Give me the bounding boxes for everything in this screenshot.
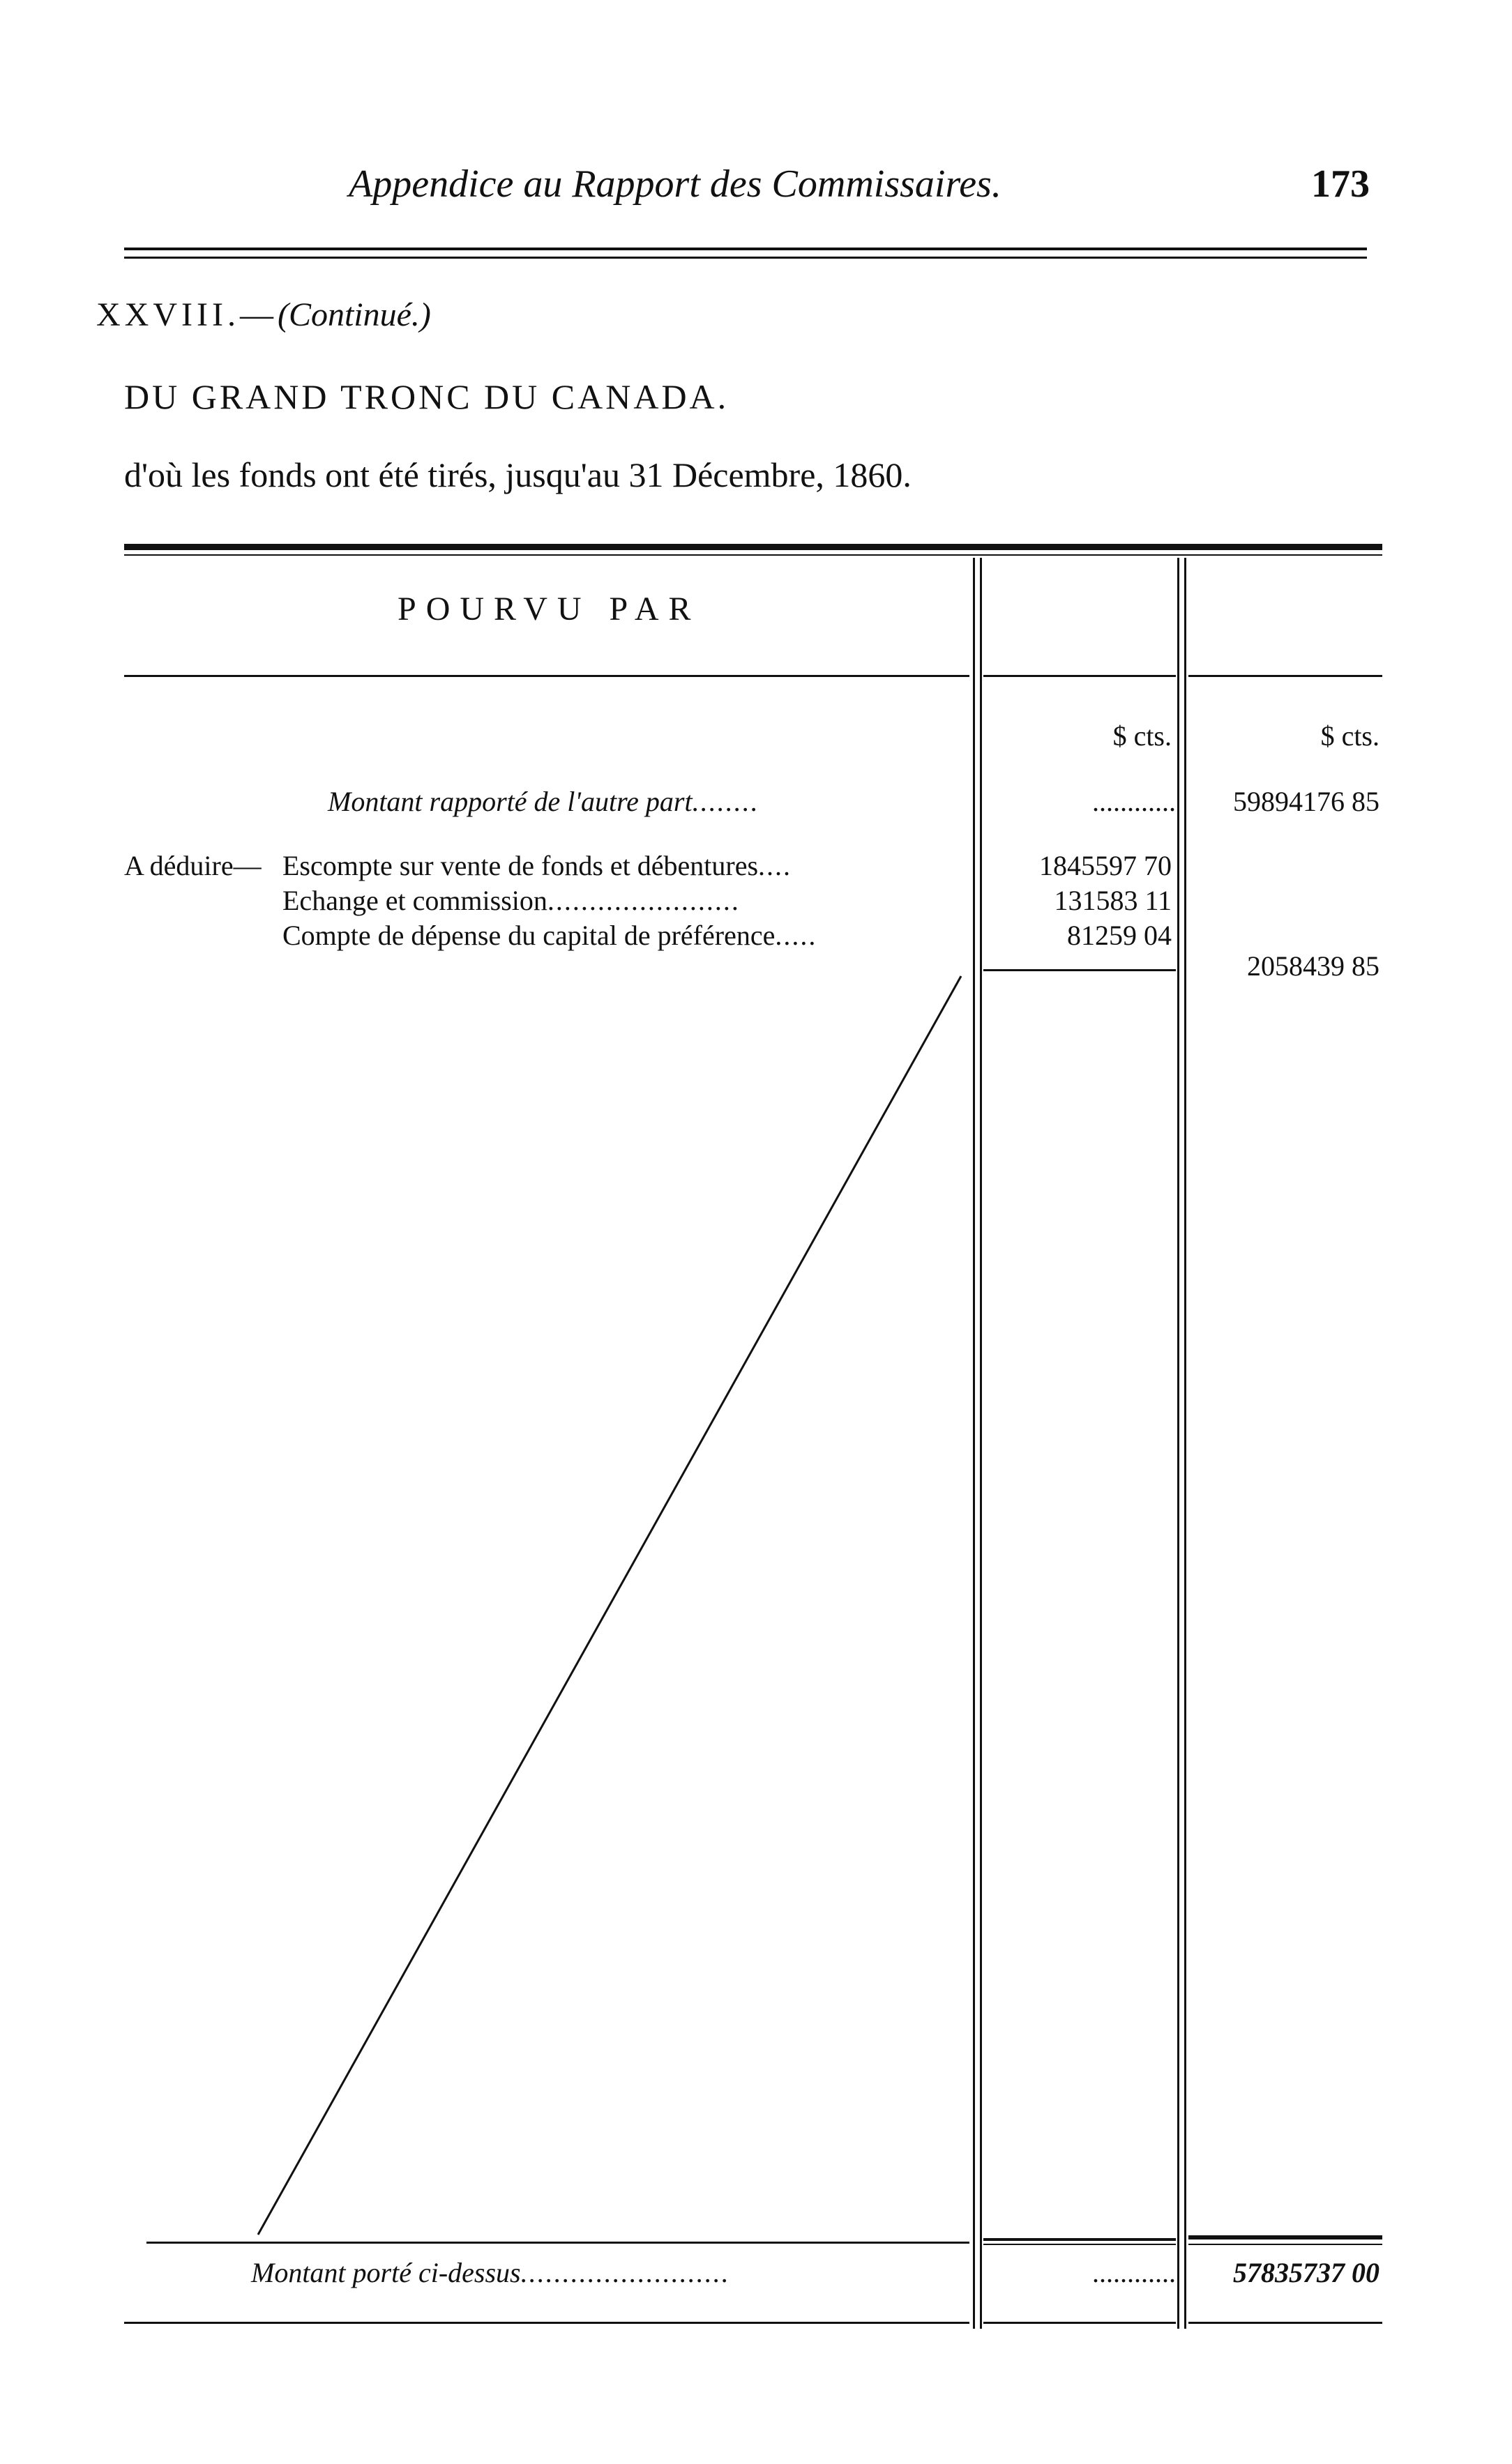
deduction-row-2-amount: 131583 11 — [1054, 885, 1172, 916]
bottom-rule-col2-bottom — [1188, 2244, 1382, 2245]
final-rule-col2 — [1188, 2322, 1382, 2324]
carried-col1-leader: ............ — [1092, 2257, 1176, 2288]
page-number: 173 — [1311, 162, 1370, 206]
column-heading: POURVU PAR — [398, 591, 701, 628]
bottom-rule-col1-bottom — [983, 2244, 1176, 2245]
deduction-row-1-amount: 1845597 70 — [1039, 850, 1172, 881]
running-header-title: Appendice au Rapport des Commissaires. — [349, 162, 1001, 206]
final-rule-col1 — [983, 2322, 1176, 2324]
bottom-rule-col1-top — [983, 2238, 1176, 2241]
section-subtitle: d'où les fonds ont été tirés, jusqu'au 31 Décembre, 1860. — [124, 455, 912, 494]
units-col2: $ cts. — [1320, 720, 1379, 752]
deductions-label: A déduire— — [124, 850, 262, 881]
carried-total: 57835737 00 — [1233, 2257, 1379, 2288]
deduction-row-3-amount: 81259 04 — [1067, 920, 1172, 951]
units-col1: $ cts. — [1112, 720, 1172, 752]
brought-forward-total: 59894176 85 — [1233, 786, 1379, 817]
section-number-text: XXVIII.— — [96, 296, 278, 333]
final-rule-description — [124, 2322, 969, 2324]
carried-label: Montant porté ci-dessus......................... — [251, 2257, 730, 2288]
section-continued: (Continué.) — [277, 296, 431, 333]
deduction-row-2-label: Echange et commission....................... — [282, 885, 740, 916]
section-company: DU GRAND TRONC DU CANADA. — [124, 377, 729, 416]
bottom-rule-col2-top — [1188, 2235, 1382, 2239]
brought-forward-label: Montant rapporté de l'autre part........ — [328, 786, 759, 817]
deduction-row-3-label: Compte de dépense du capital de préférence..... — [282, 920, 817, 951]
carried-text: Montant porté ci-dessus — [251, 2257, 521, 2288]
diagonal-stroke — [258, 976, 961, 2235]
bottom-rule-description — [146, 2242, 969, 2244]
brought-forward-col1-leader: ............ — [1092, 786, 1176, 817]
deduction-3-text: Compte de dépense du capital de préférence — [282, 920, 776, 951]
brought-forward-text: Montant rapporté de l'autre part — [328, 786, 693, 817]
deduction-row-1-label: Escompte sur vente de fonds et débentures.... — [282, 850, 792, 881]
deductions-total: 2058439 85 — [1247, 950, 1379, 982]
deduction-1-text: Escompte sur vente de fonds et débentures — [282, 850, 759, 881]
deduction-2-text: Echange et commission — [282, 885, 547, 916]
